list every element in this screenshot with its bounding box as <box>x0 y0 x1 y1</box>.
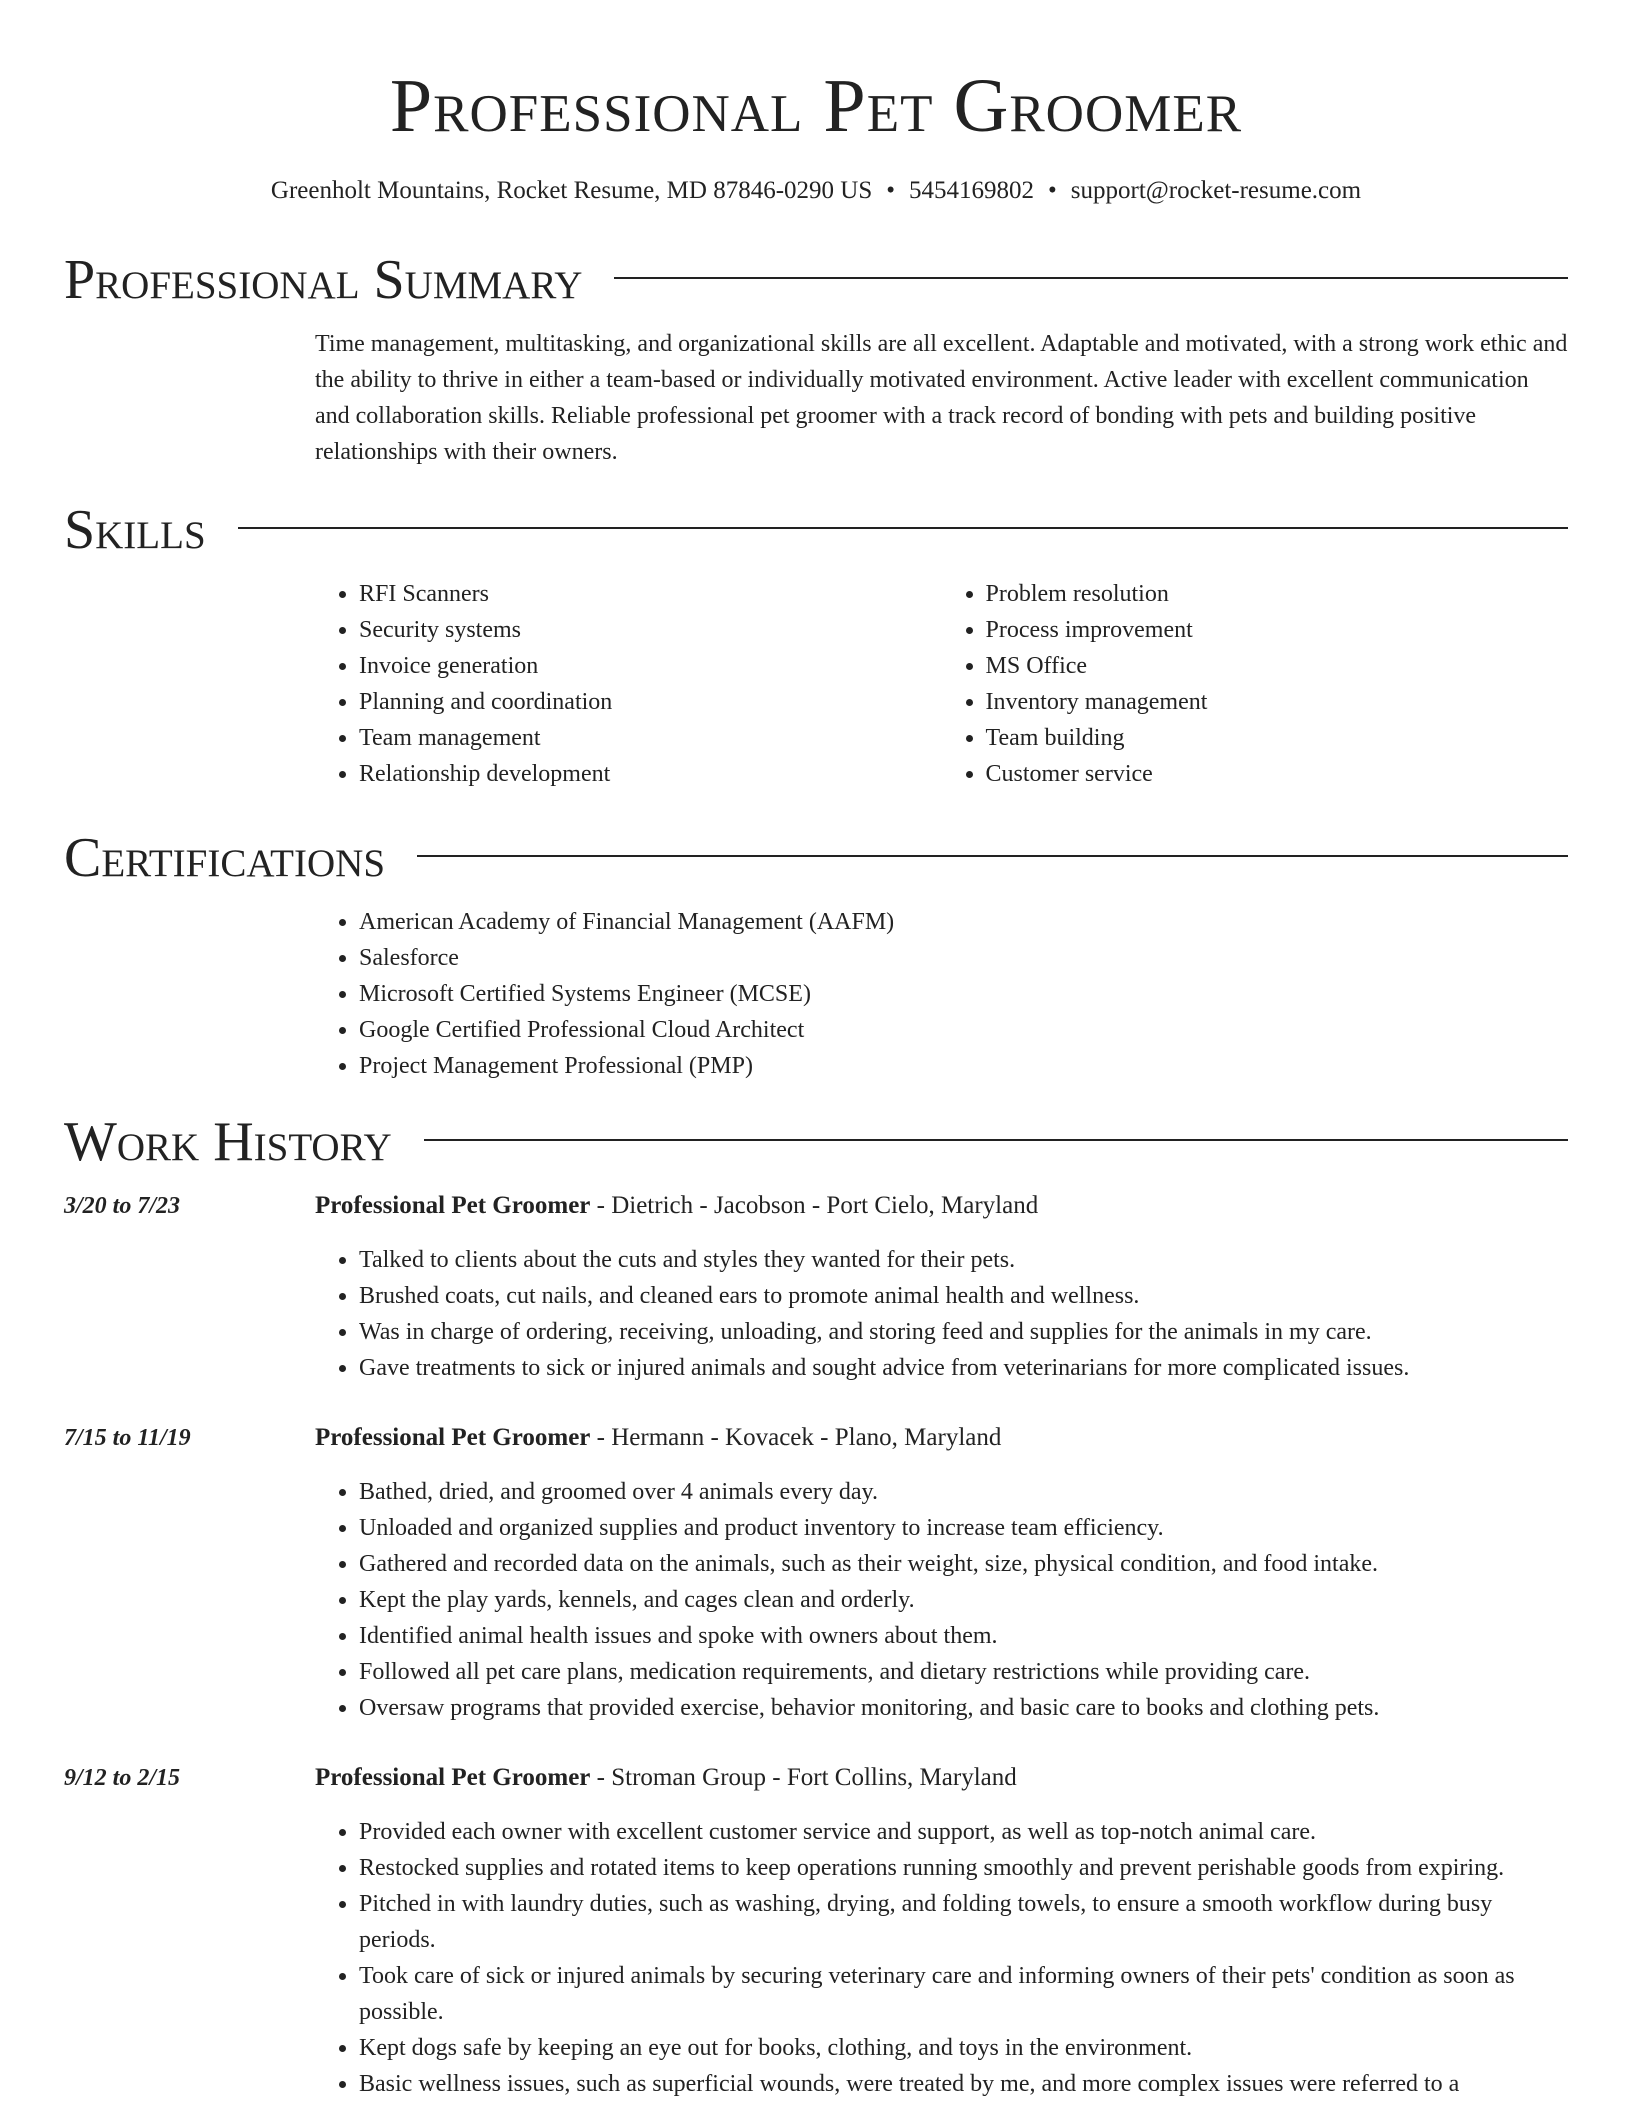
contact-email: support@rocket-resume.com <box>1070 177 1362 204</box>
job-role: Professional Pet Groomer <box>315 1192 591 1219</box>
section-heading <box>64 498 1568 562</box>
job-dates: 7/15 to 11/19 <box>64 1425 191 1451</box>
skill-item: • Relationship development <box>359 756 942 792</box>
job-dates: 9/12 to 2/15 <box>64 1765 181 1791</box>
job-details: - Hermann - Kovacek - Plano, Maryland <box>590 1424 1002 1451</box>
summary-title: Professional Summary <box>64 249 583 311</box>
skills-title: Skills <box>64 499 206 561</box>
job-bullet: • Unloaded and organized supplies and product inventory to increase team efficiency. <box>359 1510 1568 1546</box>
job-bullets <box>315 1474 1568 1726</box>
skills-section <box>64 498 1568 792</box>
section-divider <box>614 277 1568 279</box>
section-divider <box>238 527 1568 529</box>
job-bullet: • Oversaw programs that provided exercise, behavior monitoring, and basic care to books and clothing pets. <box>359 1690 1568 1726</box>
certifications-content <box>315 904 1568 1084</box>
summary-content <box>315 326 1568 470</box>
job-list <box>64 1188 1568 2102</box>
job-details: - Dietrich - Jacobson - Port Cielo, Maryland <box>590 1192 1039 1219</box>
job-bullet: • Gathered and recorded data on the animals, such as their weight, size, physical condition, and food intake. <box>359 1546 1568 1582</box>
certification-item: • Project Management Professional (PMP) <box>359 1048 1568 1084</box>
job-bullet: • Took care of sick or injured animals by securing veterinary care and informing owners of their pets' condition as soon as possible. <box>359 1958 1568 2030</box>
skill-item: • Customer service <box>986 756 1569 792</box>
section-heading <box>64 248 1568 312</box>
job-bullets <box>315 1242 1568 1386</box>
job-bullet: • Provided each owner with excellent customer service and support, as well as top-notch animal care. <box>359 1814 1568 1850</box>
certification-item: • Microsoft Certified Systems Engineer (MCSE) <box>359 976 1568 1012</box>
skill-item: • Inventory management <box>986 684 1569 720</box>
section-heading <box>64 1110 1568 1174</box>
job-bullet: • Kept the play yards, kennels, and cages clean and orderly. <box>359 1582 1568 1618</box>
skill-item: • Problem resolution <box>986 576 1569 612</box>
section-divider <box>424 1139 1568 1141</box>
contact-phone: 5454169802 <box>909 177 1035 204</box>
candidate-name: Professional Pet Groomer <box>389 64 1243 148</box>
job-entry <box>64 1188 1568 1386</box>
work-history-title: Work History <box>64 1111 392 1173</box>
section-heading <box>64 826 1568 890</box>
job-title-line <box>315 1420 1568 1456</box>
skill-item: • Team management <box>359 720 942 756</box>
job-bullet: • Pitched in with laundry duties, such as washing, drying, and folding towels, to ensure a smooth workflow during busy periods. <box>359 1886 1568 1958</box>
job-entry <box>64 1760 1568 2102</box>
certifications-list <box>315 904 1568 1084</box>
job-body <box>315 1420 1568 1726</box>
section-divider <box>417 855 1568 857</box>
job-details: - Stroman Group - Fort Collins, Maryland <box>590 1764 1017 1791</box>
contact-separator: • <box>1048 177 1057 204</box>
skill-item: • Process improvement <box>986 612 1569 648</box>
job-bullet: • Gave treatments to sick or injured animals and sought advice from veterinarians for more complicated issues. <box>359 1350 1568 1386</box>
job-role: Professional Pet Groomer <box>315 1424 591 1451</box>
job-bullet: • Restocked supplies and rotated items to keep operations running smoothly and prevent perishable goods from expiring. <box>359 1850 1568 1886</box>
job-entry <box>64 1420 1568 1726</box>
skills-grid <box>315 576 1568 792</box>
skill-item: • Security systems <box>359 612 942 648</box>
skill-item: • MS Office <box>986 648 1569 684</box>
certification-item: • Google Certified Professional Cloud Architect <box>359 1012 1568 1048</box>
contact-separator: • <box>886 177 896 204</box>
skill-item: • Invoice generation <box>359 648 942 684</box>
job-bullets <box>315 1814 1568 2102</box>
job-bullet: • Identified animal health issues and spoke with owners about them. <box>359 1618 1568 1654</box>
contact-line <box>64 176 1568 206</box>
contact-address: Greenholt Mountains, Rocket Resume, MD 87846-0290 US <box>270 177 873 204</box>
certifications-title: Certifications <box>64 827 386 889</box>
certification-item: • American Academy of Financial Management (AAFM) <box>359 904 1568 940</box>
job-body <box>315 1188 1568 1386</box>
job-title-line <box>315 1188 1568 1224</box>
skill-item: • RFI Scanners <box>359 576 942 612</box>
job-bullet: • Was in charge of ordering, receiving, unloading, and storing feed and supplies for the animals in my care. <box>359 1314 1568 1350</box>
job-bullet: • Brushed coats, cut nails, and cleaned ears to promote animal health and wellness. <box>359 1278 1568 1314</box>
certification-item: • Salesforce <box>359 940 1568 976</box>
job-bullet: • Bathed, dried, and groomed over 4 animals every day. <box>359 1474 1568 1510</box>
job-bullet: • Followed all pet care plans, medication requirements, and dietary restrictions while providing care. <box>359 1654 1568 1690</box>
summary-section <box>64 248 1568 470</box>
work-history-section <box>64 1110 1568 2102</box>
skills-list-left <box>315 576 942 792</box>
job-role: Professional Pet Groomer <box>315 1764 591 1791</box>
job-bullet: • Talked to clients about the cuts and styles they wanted for their pets. <box>359 1242 1568 1278</box>
skills-list-right <box>942 576 1569 792</box>
job-bullet: • Basic wellness issues, such as superficial wounds, were treated by me, and more complex issues were referred to a <box>359 2066 1568 2102</box>
resume-header <box>64 0 1568 206</box>
skill-item: • Team building <box>986 720 1569 756</box>
job-bullet: • Kept dogs safe by keeping an eye out for books, clothing, and toys in the environment. <box>359 2030 1568 2066</box>
summary-text: Time management, multitasking, and organizational skills are all excellent. Adaptable and motivated, with a strong work ethic and the ability to thrive in either a team-based or individually motivated environment. Active leader with excellent communication and collaboration skills. Reliable professional pet groomer with a track record of bonding with pets and building positive relationships with their owners. <box>315 331 1568 465</box>
certifications-section <box>64 826 1568 1084</box>
job-body <box>315 1760 1568 2102</box>
job-title-line <box>315 1760 1568 1796</box>
job-dates: 3/20 to 7/23 <box>64 1193 181 1219</box>
skill-item: • Planning and coordination <box>359 684 942 720</box>
